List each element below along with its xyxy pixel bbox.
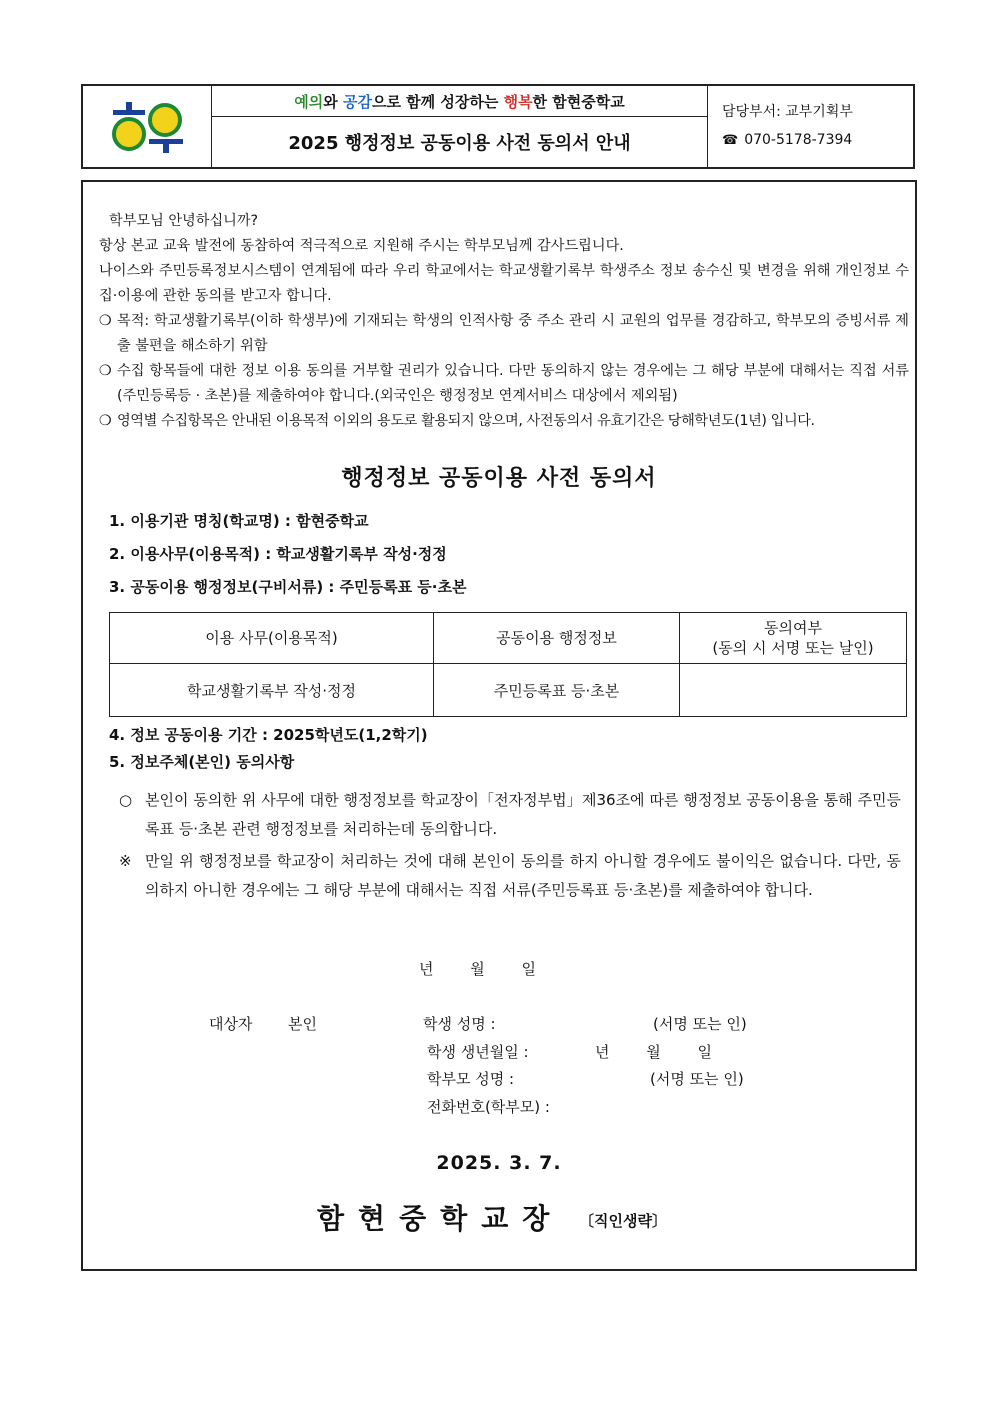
parent-phone-label: 전화번호(학부모) : — [427, 1098, 550, 1116]
target-self-label: 본인 — [288, 1015, 317, 1033]
bullet-mark: ❍ — [99, 313, 112, 329]
phone-number: 070-5178-7394 — [744, 132, 853, 148]
table-cell-purpose: 학교생활기록부 작성·정정 — [110, 664, 434, 717]
bullet-item — [99, 359, 909, 409]
seal-omitted-note: 〔직인생략〕 — [579, 1212, 667, 1230]
item-3: 3. 공동이용 행정정보(구비서류) : 주민등록표 등·초본 — [109, 578, 467, 596]
student-name-label: 학생 성명 : — [423, 1015, 496, 1033]
header-box — [81, 84, 915, 169]
intro-line-2: 나이스와 주민등록정보시스템이 연계됨에 따라 우리 학교에서는 학교생활기록부 학생주소 정보 송수신 및 변경을 위해 개인정보 수집·이용에 관한 동의를 받고자 합니다. — [99, 263, 909, 304]
slogan-segment: 으로 함께 성장하는 — [371, 92, 504, 111]
agreement-text: 본인이 동의한 위 사무에 대한 행정정보를 학교장이「전자정부법」제36조에 따른 행정정보 공동이용을 통해 주민등록표 등·초본 관련 행정정보를 처리하는데 동의합니다. — [145, 791, 901, 838]
department-name: 담당부서: 교부기획부 — [722, 104, 853, 120]
intro-line-1: 항상 본교 교육 발전에 동참하여 적극적으로 지원해 주시는 학부모님께 감사드립니다. — [99, 238, 624, 254]
intro-section — [99, 209, 909, 434]
table-header-purpose: 이용 사무(이용목적) — [110, 613, 434, 664]
notice-line — [119, 847, 901, 905]
bullet-text: 영역별 수집항목은 안내된 이용목적 이외의 용도로 활용되지 않으며, 사전동의서 유효기간은 당해학년도(1년) 입니다. — [117, 413, 815, 429]
bullet-item — [99, 309, 909, 359]
slogan-segment: 행복 — [503, 92, 533, 111]
item-2: 2. 이용사무(이용목적) : 학교생활기록부 작성·정정 — [109, 545, 447, 563]
table-header-consent — [680, 613, 907, 664]
student-sign-note[interactable]: (서명 또는 인) — [653, 1015, 747, 1033]
notice-text: 만일 위 행정정보를 학교장이 처리하는 것에 대해 본인이 동의를 하지 아니할 경우에도 불이익은 없습니다. 다만, 동의하지 아니한 경우에는 그 해당 부분에 대해서는 직접 서류(주민등록표 등·초본)를 제출하여야 합니다. — [145, 852, 901, 899]
student-birth-blank[interactable]: 년 월 일 — [595, 1043, 713, 1061]
school-logo-icon — [107, 98, 187, 156]
table-cell-info: 주민등록표 등·초본 — [434, 664, 680, 717]
greeting: 학부모님 안녕하십니까? — [109, 213, 259, 229]
bullet-text: 목적: 학교생활기록부(이하 학생부)에 기재되는 학생의 인적사항 중 주소 관리 시 교원의 업무를 경감하고, 학부모의 증빙서류 제출 불편을 해소하기 위함 — [117, 313, 909, 354]
table-header-info: 공동이용 행정정보 — [434, 613, 680, 664]
slogan-segment: 예의 — [294, 92, 324, 111]
parent-sign-note[interactable]: (서명 또는 인) — [650, 1070, 744, 1088]
target-label: 대상자 — [209, 1015, 253, 1033]
consent-date-blank[interactable]: 년 월 일 — [419, 960, 537, 978]
table-row — [110, 664, 907, 717]
main-content-box — [81, 180, 917, 1271]
item-1: 1. 이용기관 명칭(학교명) : 함현중학교 — [109, 512, 369, 530]
document-title: 2025 행정정보 공동이용 사전 동의서 안내 — [288, 133, 631, 154]
issue-date: 2025. 3. 7. — [436, 1152, 562, 1174]
bullet-text: 수집 항목들에 대한 정보 이용 동의를 거부할 권리가 있습니다. 다만 동의하지 않는 경우에는 그 해당 부분에 대해서는 직접 서류(주민등록등 · 초본)를 제출하여야 합니다.(외국인은 행정정보 연계서비스 대상에서 제외됨) — [117, 363, 909, 404]
consent-title: 행정정보 공동이용 사전 동의서 — [341, 466, 657, 491]
telephone-icon: ☎ — [722, 133, 739, 148]
bullet-item — [99, 409, 909, 434]
notice-statement — [119, 847, 901, 905]
table-header-consent-label: 동의여부 — [764, 619, 822, 637]
item-5: 5. 정보주체(본인) 동의사항 — [109, 753, 295, 771]
header-title-cell — [212, 86, 708, 167]
table-header-row — [110, 613, 907, 664]
school-logo — [83, 86, 212, 167]
bullet-mark: ❍ — [99, 363, 112, 379]
principal-title: 함현중학교장 — [317, 1202, 564, 1235]
agreement-mark: ○ — [119, 791, 133, 809]
item-4: 4. 정보 공동이용 기간 : 2025학년도(1,2학기) — [109, 726, 428, 744]
agreement-statement — [119, 786, 901, 844]
parent-name-label: 학부모 성명 : — [427, 1070, 515, 1088]
department-info — [708, 86, 913, 167]
phone-line — [722, 126, 913, 155]
slogan-segment: 와 — [323, 92, 343, 111]
slogan-segment: 한 함현중학교 — [532, 92, 625, 111]
slogan-segment: 공감 — [342, 92, 372, 111]
table-cell-signature[interactable] — [680, 664, 907, 717]
bullet-mark: ❍ — [99, 413, 112, 429]
notice-mark: ※ — [119, 852, 132, 870]
school-slogan — [212, 86, 707, 117]
consent-table — [109, 612, 907, 717]
agreement-line — [119, 786, 901, 844]
table-header-consent-note: (동의 시 서명 또는 날인) — [712, 639, 874, 657]
student-birth-label: 학생 생년월일 : — [427, 1043, 529, 1061]
